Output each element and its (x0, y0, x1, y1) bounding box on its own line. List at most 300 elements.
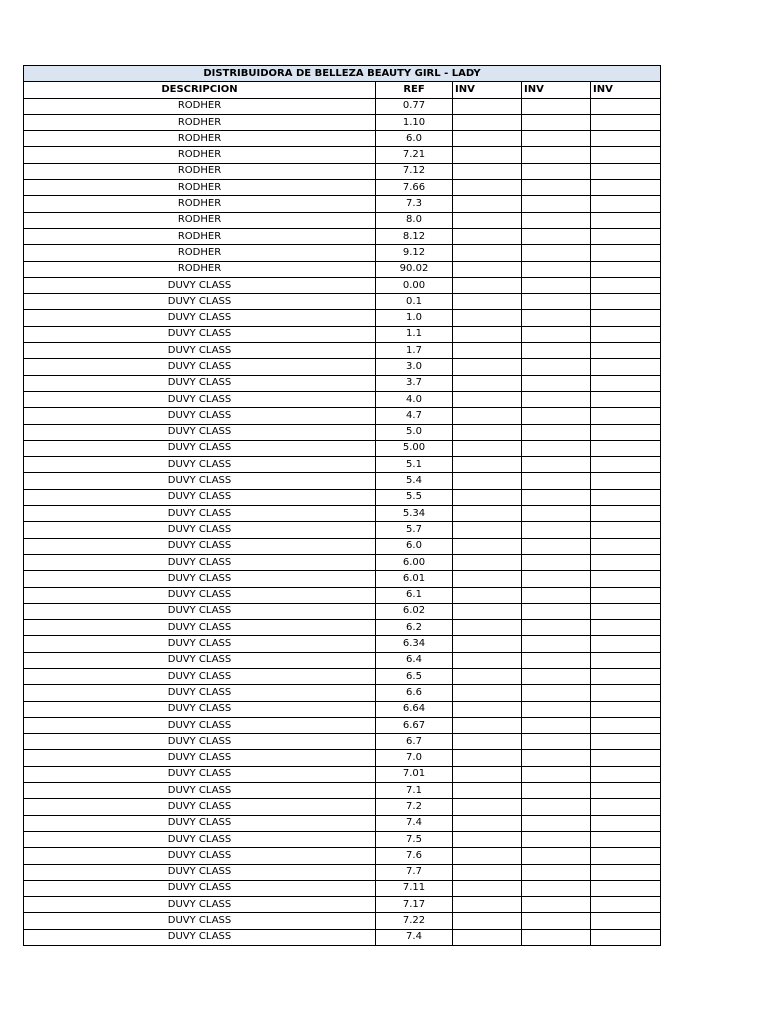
description-cell: DUVY CLASS (24, 359, 376, 375)
inventory-table-body (24, 66, 661, 946)
inv-cell-2 (522, 913, 591, 929)
table-row (24, 147, 661, 163)
ref-cell: 6.6 (376, 685, 453, 701)
inv-cell-2 (522, 245, 591, 261)
table-row (24, 571, 661, 587)
table-row (24, 391, 661, 407)
description-cell: DUVY CLASS (24, 620, 376, 636)
inv-cell-3 (591, 799, 661, 815)
header-ref: REF (376, 82, 453, 98)
inv-cell-3 (591, 506, 661, 522)
table-row (24, 261, 661, 277)
inv-cell-2 (522, 277, 591, 293)
inv-cell-1 (453, 408, 522, 424)
header-inv-3: INV (591, 82, 661, 98)
description-cell: DUVY CLASS (24, 603, 376, 619)
inv-cell-3 (591, 196, 661, 212)
inv-cell-2 (522, 408, 591, 424)
inv-cell-2 (522, 375, 591, 391)
inv-cell-3 (591, 571, 661, 587)
inv-cell-3 (591, 848, 661, 864)
table-row (24, 310, 661, 326)
table-row (24, 897, 661, 913)
description-cell: DUVY CLASS (24, 880, 376, 896)
inv-cell-2 (522, 473, 591, 489)
description-cell: DUVY CLASS (24, 815, 376, 831)
description-cell: DUVY CLASS (24, 766, 376, 782)
inv-cell-2 (522, 701, 591, 717)
title-row (24, 66, 661, 82)
ref-cell: 3.7 (376, 375, 453, 391)
inv-cell-2 (522, 864, 591, 880)
inv-cell-1 (453, 750, 522, 766)
description-cell: DUVY CLASS (24, 799, 376, 815)
ref-cell: 9.12 (376, 245, 453, 261)
header-inv-2: INV (522, 82, 591, 98)
table-row (24, 880, 661, 896)
inv-cell-1 (453, 571, 522, 587)
description-cell: RODHER (24, 228, 376, 244)
inv-cell-3 (591, 522, 661, 538)
ref-cell: 7.21 (376, 147, 453, 163)
ref-cell: 6.7 (376, 734, 453, 750)
table-row (24, 245, 661, 261)
inv-cell-3 (591, 359, 661, 375)
table-row (24, 473, 661, 489)
ref-cell: 0.00 (376, 277, 453, 293)
inv-cell-3 (591, 750, 661, 766)
inv-cell-2 (522, 750, 591, 766)
inv-cell-2 (522, 359, 591, 375)
description-cell: DUVY CLASS (24, 343, 376, 359)
table-row (24, 131, 661, 147)
inv-cell-2 (522, 457, 591, 473)
description-cell: DUVY CLASS (24, 473, 376, 489)
ref-cell: 7.12 (376, 163, 453, 179)
table-row (24, 831, 661, 847)
ref-cell: 6.5 (376, 668, 453, 684)
ref-cell: 7.11 (376, 880, 453, 896)
description-cell: DUVY CLASS (24, 326, 376, 342)
inv-cell-2 (522, 114, 591, 130)
ref-cell: 8.0 (376, 212, 453, 228)
inv-cell-1 (453, 717, 522, 733)
table-row (24, 457, 661, 473)
inv-cell-3 (591, 294, 661, 310)
inv-cell-1 (453, 783, 522, 799)
inv-cell-1 (453, 277, 522, 293)
inv-cell-1 (453, 147, 522, 163)
header-inv-1: INV (453, 82, 522, 98)
ref-cell: 6.0 (376, 131, 453, 147)
description-cell: DUVY CLASS (24, 783, 376, 799)
inv-cell-3 (591, 147, 661, 163)
inv-cell-3 (591, 815, 661, 831)
table-row (24, 848, 661, 864)
inv-cell-3 (591, 929, 661, 945)
inv-cell-2 (522, 522, 591, 538)
inv-cell-1 (453, 180, 522, 196)
inv-cell-1 (453, 196, 522, 212)
description-cell: RODHER (24, 212, 376, 228)
inv-cell-3 (591, 375, 661, 391)
inv-cell-1 (453, 603, 522, 619)
ref-cell: 7.4 (376, 929, 453, 945)
inv-cell-2 (522, 506, 591, 522)
inv-cell-1 (453, 701, 522, 717)
inv-cell-3 (591, 897, 661, 913)
inv-cell-2 (522, 554, 591, 570)
table-row (24, 929, 661, 945)
inv-cell-3 (591, 783, 661, 799)
description-cell: DUVY CLASS (24, 408, 376, 424)
description-cell: DUVY CLASS (24, 391, 376, 407)
inv-cell-3 (591, 636, 661, 652)
inv-cell-2 (522, 831, 591, 847)
inv-cell-2 (522, 668, 591, 684)
description-cell: RODHER (24, 114, 376, 130)
ref-cell: 1.10 (376, 114, 453, 130)
inv-cell-3 (591, 163, 661, 179)
inv-cell-1 (453, 489, 522, 505)
inv-cell-2 (522, 685, 591, 701)
description-cell: RODHER (24, 196, 376, 212)
inv-cell-3 (591, 440, 661, 456)
inventory-table (23, 65, 661, 946)
inv-cell-1 (453, 880, 522, 896)
ref-cell: 6.34 (376, 636, 453, 652)
inv-cell-3 (591, 913, 661, 929)
inv-cell-2 (522, 587, 591, 603)
description-cell: DUVY CLASS (24, 701, 376, 717)
inv-cell-1 (453, 587, 522, 603)
ref-cell: 4.0 (376, 391, 453, 407)
inv-cell-2 (522, 929, 591, 945)
inv-cell-3 (591, 457, 661, 473)
inv-cell-1 (453, 228, 522, 244)
inv-cell-1 (453, 620, 522, 636)
ref-cell: 7.17 (376, 897, 453, 913)
description-cell: DUVY CLASS (24, 831, 376, 847)
table-row (24, 587, 661, 603)
inv-cell-2 (522, 897, 591, 913)
description-cell: DUVY CLASS (24, 717, 376, 733)
inv-cell-3 (591, 717, 661, 733)
table-row (24, 734, 661, 750)
inv-cell-3 (591, 831, 661, 847)
ref-cell: 5.5 (376, 489, 453, 505)
description-cell: DUVY CLASS (24, 522, 376, 538)
inv-cell-2 (522, 391, 591, 407)
table-row (24, 815, 661, 831)
ref-cell: 7.3 (376, 196, 453, 212)
inv-cell-1 (453, 359, 522, 375)
inv-cell-2 (522, 880, 591, 896)
inv-cell-1 (453, 522, 522, 538)
table-row (24, 668, 661, 684)
ref-cell: 6.1 (376, 587, 453, 603)
description-cell: DUVY CLASS (24, 685, 376, 701)
inv-cell-2 (522, 261, 591, 277)
inv-cell-3 (591, 261, 661, 277)
ref-cell: 1.0 (376, 310, 453, 326)
ref-cell: 6.64 (376, 701, 453, 717)
ref-cell: 0.1 (376, 294, 453, 310)
table-row (24, 766, 661, 782)
ref-cell: 5.34 (376, 506, 453, 522)
table-row (24, 554, 661, 570)
description-cell: DUVY CLASS (24, 652, 376, 668)
table-row (24, 440, 661, 456)
table-row (24, 424, 661, 440)
description-cell: DUVY CLASS (24, 750, 376, 766)
inv-cell-1 (453, 310, 522, 326)
table-row (24, 799, 661, 815)
inv-cell-3 (591, 343, 661, 359)
inv-cell-3 (591, 212, 661, 228)
table-row (24, 750, 661, 766)
ref-cell: 7.1 (376, 783, 453, 799)
inv-cell-1 (453, 815, 522, 831)
inv-cell-2 (522, 603, 591, 619)
table-row (24, 277, 661, 293)
inv-cell-2 (522, 294, 591, 310)
inv-cell-2 (522, 326, 591, 342)
description-cell: RODHER (24, 180, 376, 196)
inv-cell-2 (522, 766, 591, 782)
inv-cell-1 (453, 848, 522, 864)
inv-cell-3 (591, 228, 661, 244)
inv-cell-2 (522, 228, 591, 244)
inv-cell-2 (522, 212, 591, 228)
header-row (24, 82, 661, 98)
inv-cell-1 (453, 734, 522, 750)
inventory-sheet (23, 65, 660, 946)
description-cell: DUVY CLASS (24, 554, 376, 570)
inv-cell-2 (522, 636, 591, 652)
table-row (24, 326, 661, 342)
inv-cell-1 (453, 131, 522, 147)
ref-cell: 6.00 (376, 554, 453, 570)
ref-cell: 7.0 (376, 750, 453, 766)
inv-cell-3 (591, 668, 661, 684)
inv-cell-1 (453, 897, 522, 913)
table-row (24, 294, 661, 310)
ref-cell: 1.1 (376, 326, 453, 342)
inv-cell-2 (522, 620, 591, 636)
inv-cell-3 (591, 98, 661, 114)
inv-cell-2 (522, 571, 591, 587)
inv-cell-1 (453, 294, 522, 310)
description-cell: DUVY CLASS (24, 489, 376, 505)
inv-cell-1 (453, 831, 522, 847)
header-descripcion: DESCRIPCION (24, 82, 376, 98)
inv-cell-2 (522, 424, 591, 440)
table-row (24, 196, 661, 212)
ref-cell: 5.0 (376, 424, 453, 440)
description-cell: DUVY CLASS (24, 913, 376, 929)
ref-cell: 6.02 (376, 603, 453, 619)
table-row (24, 783, 661, 799)
inv-cell-1 (453, 929, 522, 945)
table-row (24, 636, 661, 652)
inv-cell-2 (522, 848, 591, 864)
description-cell: RODHER (24, 261, 376, 277)
table-row (24, 228, 661, 244)
inv-cell-2 (522, 131, 591, 147)
inv-cell-2 (522, 163, 591, 179)
description-cell: DUVY CLASS (24, 848, 376, 864)
description-cell: DUVY CLASS (24, 310, 376, 326)
table-row (24, 864, 661, 880)
ref-cell: 6.0 (376, 538, 453, 554)
inv-cell-1 (453, 375, 522, 391)
inv-cell-2 (522, 343, 591, 359)
description-cell: DUVY CLASS (24, 587, 376, 603)
inv-cell-3 (591, 880, 661, 896)
inv-cell-3 (591, 326, 661, 342)
inv-cell-3 (591, 620, 661, 636)
table-row (24, 343, 661, 359)
ref-cell: 7.66 (376, 180, 453, 196)
description-cell: DUVY CLASS (24, 538, 376, 554)
table-row (24, 375, 661, 391)
description-cell: RODHER (24, 163, 376, 179)
inv-cell-1 (453, 799, 522, 815)
inv-cell-3 (591, 554, 661, 570)
table-row (24, 701, 661, 717)
inv-cell-2 (522, 98, 591, 114)
inv-cell-1 (453, 114, 522, 130)
ref-cell: 7.22 (376, 913, 453, 929)
description-cell: DUVY CLASS (24, 457, 376, 473)
ref-cell: 6.2 (376, 620, 453, 636)
description-cell: DUVY CLASS (24, 897, 376, 913)
ref-cell: 8.12 (376, 228, 453, 244)
inv-cell-2 (522, 783, 591, 799)
inv-cell-1 (453, 766, 522, 782)
table-row (24, 913, 661, 929)
inv-cell-3 (591, 114, 661, 130)
ref-cell: 4.7 (376, 408, 453, 424)
ref-cell: 3.0 (376, 359, 453, 375)
inv-cell-3 (591, 734, 661, 750)
inv-cell-3 (591, 603, 661, 619)
inv-cell-1 (453, 554, 522, 570)
ref-cell: 7.01 (376, 766, 453, 782)
ref-cell: 7.7 (376, 864, 453, 880)
inv-cell-3 (591, 489, 661, 505)
inv-cell-3 (591, 538, 661, 554)
inv-cell-1 (453, 652, 522, 668)
ref-cell: 5.4 (376, 473, 453, 489)
inv-cell-1 (453, 424, 522, 440)
inv-cell-2 (522, 489, 591, 505)
description-cell: DUVY CLASS (24, 440, 376, 456)
inv-cell-2 (522, 538, 591, 554)
inv-cell-1 (453, 913, 522, 929)
table-row (24, 652, 661, 668)
ref-cell: 5.1 (376, 457, 453, 473)
description-cell: DUVY CLASS (24, 734, 376, 750)
inv-cell-3 (591, 131, 661, 147)
table-row (24, 408, 661, 424)
inv-cell-3 (591, 180, 661, 196)
inv-cell-1 (453, 98, 522, 114)
ref-cell: 7.2 (376, 799, 453, 815)
description-cell: DUVY CLASS (24, 375, 376, 391)
table-row (24, 180, 661, 196)
description-cell: RODHER (24, 245, 376, 261)
ref-cell: 1.7 (376, 343, 453, 359)
inv-cell-1 (453, 245, 522, 261)
table-row (24, 538, 661, 554)
table-row (24, 522, 661, 538)
inv-cell-2 (522, 799, 591, 815)
inv-cell-1 (453, 864, 522, 880)
inv-cell-3 (591, 652, 661, 668)
description-cell: DUVY CLASS (24, 506, 376, 522)
inv-cell-1 (453, 668, 522, 684)
ref-cell: 6.67 (376, 717, 453, 733)
description-cell: DUVY CLASS (24, 668, 376, 684)
ref-cell: 6.4 (376, 652, 453, 668)
inv-cell-1 (453, 506, 522, 522)
ref-cell: 0.77 (376, 98, 453, 114)
inv-cell-1 (453, 391, 522, 407)
inv-cell-2 (522, 734, 591, 750)
table-row (24, 685, 661, 701)
inv-cell-1 (453, 163, 522, 179)
inv-cell-2 (522, 196, 591, 212)
inv-cell-1 (453, 440, 522, 456)
inv-cell-2 (522, 180, 591, 196)
table-row (24, 603, 661, 619)
table-row (24, 620, 661, 636)
inv-cell-3 (591, 391, 661, 407)
description-cell: RODHER (24, 131, 376, 147)
table-row (24, 717, 661, 733)
table-row (24, 114, 661, 130)
table-row (24, 163, 661, 179)
inv-cell-1 (453, 636, 522, 652)
table-row (24, 98, 661, 114)
inv-cell-1 (453, 538, 522, 554)
description-cell: RODHER (24, 147, 376, 163)
description-cell: DUVY CLASS (24, 929, 376, 945)
description-cell: DUVY CLASS (24, 424, 376, 440)
inv-cell-1 (453, 212, 522, 228)
inv-cell-1 (453, 685, 522, 701)
ref-cell: 6.01 (376, 571, 453, 587)
inv-cell-2 (522, 440, 591, 456)
inv-cell-1 (453, 326, 522, 342)
inv-cell-1 (453, 343, 522, 359)
table-row (24, 489, 661, 505)
inv-cell-3 (591, 701, 661, 717)
ref-cell: 7.6 (376, 848, 453, 864)
inv-cell-1 (453, 457, 522, 473)
description-cell: DUVY CLASS (24, 864, 376, 880)
inv-cell-2 (522, 310, 591, 326)
inv-cell-3 (591, 408, 661, 424)
ref-cell: 7.4 (376, 815, 453, 831)
ref-cell: 7.5 (376, 831, 453, 847)
inv-cell-1 (453, 473, 522, 489)
table-row (24, 506, 661, 522)
table-row (24, 212, 661, 228)
inv-cell-3 (591, 310, 661, 326)
